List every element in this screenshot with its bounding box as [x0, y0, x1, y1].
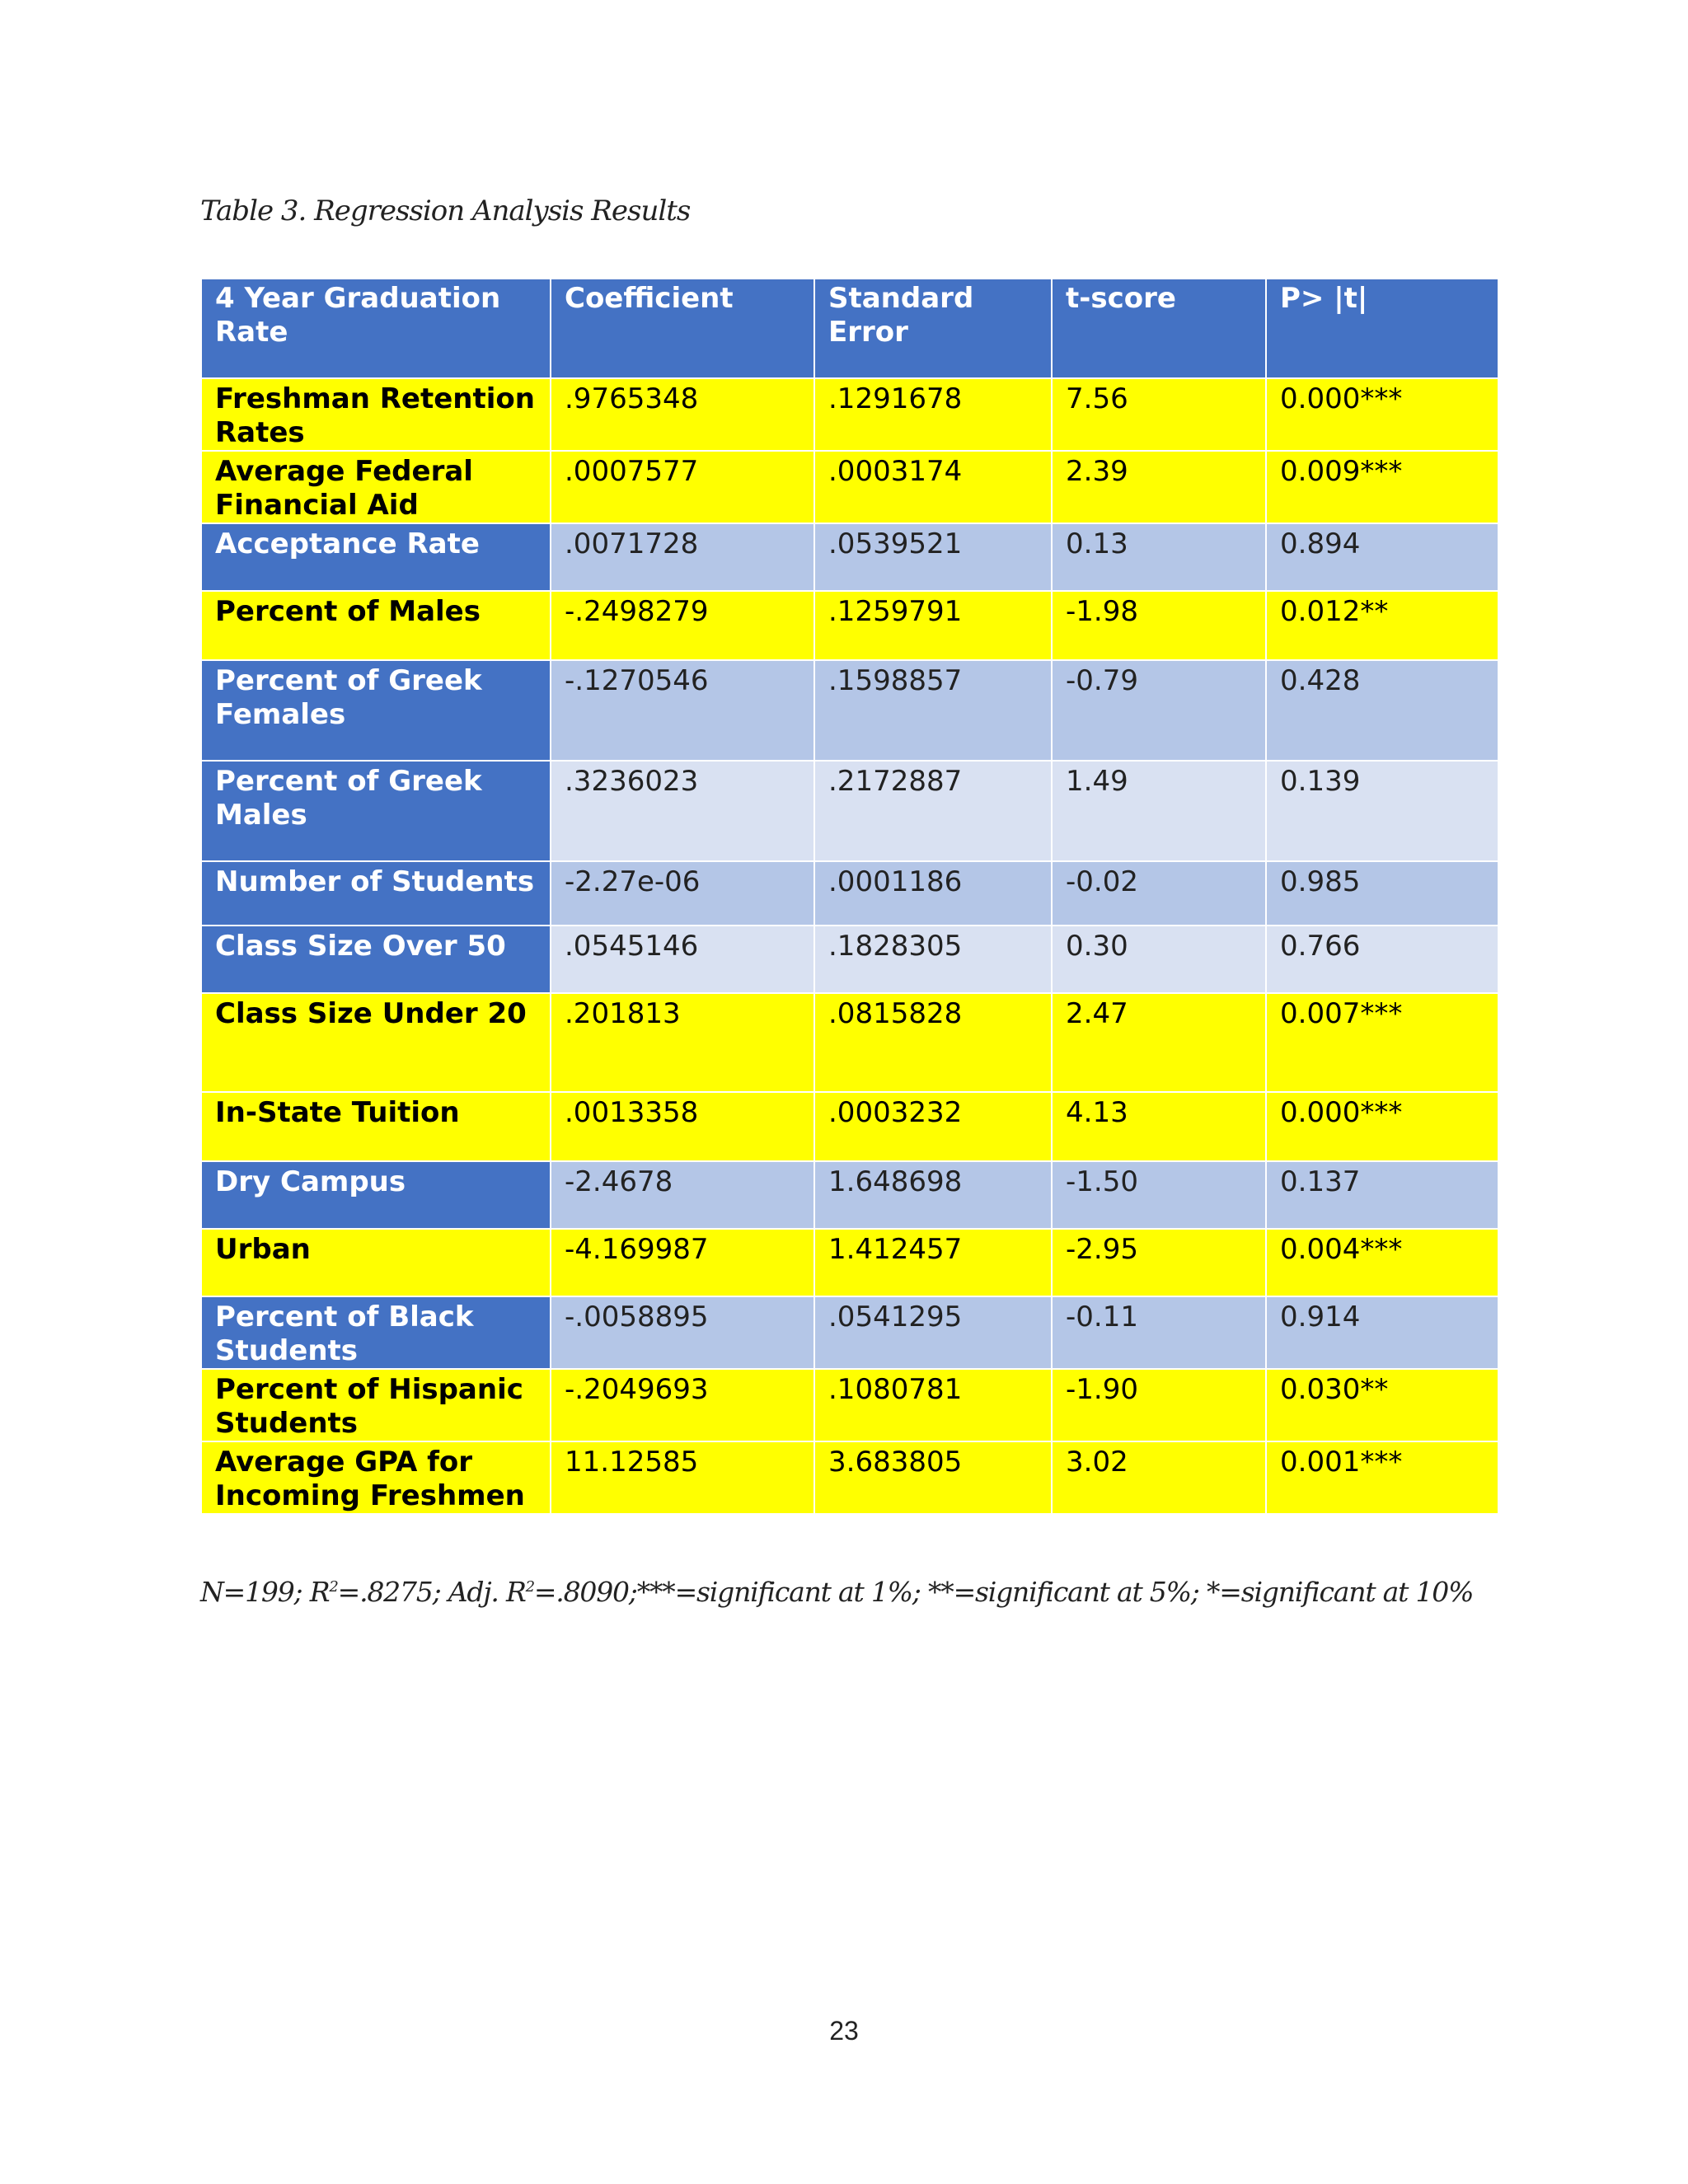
regression-table	[200, 278, 1499, 1515]
value-cell: .0013358	[551, 1092, 814, 1161]
value-cell: -2.4678	[551, 1161, 814, 1229]
header-cell: 4 Year Graduation Rate	[201, 279, 551, 378]
value-cell: .9765348	[551, 378, 814, 451]
value-cell: -1.98	[1052, 591, 1266, 660]
row-label: Freshman Retention Rates	[201, 378, 551, 451]
value-cell: -0.11	[1052, 1296, 1266, 1369]
value-cell: .0539521	[814, 523, 1052, 591]
row-label: Average GPA for Incoming Freshmen	[201, 1441, 551, 1514]
row-label: Percent of Hispanic Students	[201, 1369, 551, 1441]
table-row	[201, 1161, 1498, 1229]
table-row	[201, 1369, 1498, 1441]
value-cell: 0.985	[1266, 861, 1498, 926]
value-cell: .0007577	[551, 451, 814, 523]
value-cell: -1.90	[1052, 1369, 1266, 1441]
value-cell: 3.02	[1052, 1441, 1266, 1514]
value-cell: -.2049693	[551, 1369, 814, 1441]
value-cell: -1.50	[1052, 1161, 1266, 1229]
table-row	[201, 451, 1498, 523]
table-row	[201, 1229, 1498, 1296]
value-cell: 0.894	[1266, 523, 1498, 591]
value-cell: 0.13	[1052, 523, 1266, 591]
value-cell: 0.914	[1266, 1296, 1498, 1369]
table-row	[201, 1441, 1498, 1514]
value-cell: 0.001***	[1266, 1441, 1498, 1514]
value-cell: 2.39	[1052, 451, 1266, 523]
table-row	[201, 761, 1498, 861]
row-label: Dry Campus	[201, 1161, 551, 1229]
value-cell: 0.137	[1266, 1161, 1498, 1229]
row-label: Acceptance Rate	[201, 523, 551, 591]
value-cell: 0.030**	[1266, 1369, 1498, 1441]
note-superscript: 2	[525, 1578, 534, 1596]
value-cell: 0.012**	[1266, 591, 1498, 660]
value-cell: 1.49	[1052, 761, 1266, 861]
value-cell: .3236023	[551, 761, 814, 861]
value-cell: 0.30	[1052, 926, 1266, 993]
value-cell: -.1270546	[551, 660, 814, 761]
note-text: N=199; R	[200, 1576, 330, 1608]
row-label: Class Size Over 50	[201, 926, 551, 993]
value-cell: 1.648698	[814, 1161, 1052, 1229]
note-text: =.8090;***=significant at 1%; **=significant at 5%; *=significant at 10%	[533, 1576, 1474, 1608]
table-header-row	[201, 279, 1498, 378]
row-label: Percent of Black Students	[201, 1296, 551, 1369]
value-cell: 3.683805	[814, 1441, 1052, 1514]
value-cell: 0.000***	[1266, 1092, 1498, 1161]
row-label: Urban	[201, 1229, 551, 1296]
value-cell: .0003174	[814, 451, 1052, 523]
value-cell: .2172887	[814, 761, 1052, 861]
value-cell: 2.47	[1052, 993, 1266, 1092]
value-cell: .201813	[551, 993, 814, 1092]
table-row	[201, 1092, 1498, 1161]
value-cell: 7.56	[1052, 378, 1266, 451]
row-label: Class Size Under 20	[201, 993, 551, 1092]
value-cell: .0541295	[814, 1296, 1052, 1369]
row-label: Percent of Males	[201, 591, 551, 660]
header-cell: Standard Error	[814, 279, 1052, 378]
value-cell: -0.79	[1052, 660, 1266, 761]
row-label: Percent of Greek Females	[201, 660, 551, 761]
note-text: =.8275; Adj. R	[337, 1576, 526, 1608]
value-cell: .1291678	[814, 378, 1052, 451]
table-caption: Table 3. Regression Analysis Results	[200, 194, 691, 227]
value-cell: .1259791	[814, 591, 1052, 660]
value-cell: .0815828	[814, 993, 1052, 1092]
value-cell: .1828305	[814, 926, 1052, 993]
value-cell: 11.12585	[551, 1441, 814, 1514]
value-cell: 0.007***	[1266, 993, 1498, 1092]
table-row	[201, 378, 1498, 451]
value-cell: .1080781	[814, 1369, 1052, 1441]
value-cell: .0001186	[814, 861, 1052, 926]
value-cell: 0.428	[1266, 660, 1498, 761]
table-row	[201, 993, 1498, 1092]
header-cell: t-score	[1052, 279, 1266, 378]
value-cell: 4.13	[1052, 1092, 1266, 1161]
header-cell: P> |t|	[1266, 279, 1498, 378]
table-row	[201, 591, 1498, 660]
value-cell: .0071728	[551, 523, 814, 591]
page-number: 23	[829, 2016, 859, 2046]
note-superscript: 2	[329, 1578, 338, 1596]
row-label: Number of Students	[201, 861, 551, 926]
value-cell: .0545146	[551, 926, 814, 993]
value-cell: -2.27e-06	[551, 861, 814, 926]
value-cell: -.0058895	[551, 1296, 814, 1369]
value-cell: 0.139	[1266, 761, 1498, 861]
value-cell: 0.009***	[1266, 451, 1498, 523]
table-row	[201, 861, 1498, 926]
row-label: Average Federal Financial Aid	[201, 451, 551, 523]
row-label: Percent of Greek Males	[201, 761, 551, 861]
value-cell: .1598857	[814, 660, 1052, 761]
value-cell: -.2498279	[551, 591, 814, 660]
header-cell: Coefficient	[551, 279, 814, 378]
value-cell: 0.000***	[1266, 378, 1498, 451]
value-cell: -4.169987	[551, 1229, 814, 1296]
value-cell: 0.004***	[1266, 1229, 1498, 1296]
value-cell: -0.02	[1052, 861, 1266, 926]
table-row	[201, 926, 1498, 993]
table-row	[201, 660, 1498, 761]
table-row	[201, 523, 1498, 591]
table-row	[201, 1296, 1498, 1369]
row-label: In-State Tuition	[201, 1092, 551, 1161]
value-cell: 1.412457	[814, 1229, 1052, 1296]
value-cell: .0003232	[814, 1092, 1052, 1161]
value-cell: -2.95	[1052, 1229, 1266, 1296]
table-note	[200, 1576, 1473, 1608]
value-cell: 0.766	[1266, 926, 1498, 993]
